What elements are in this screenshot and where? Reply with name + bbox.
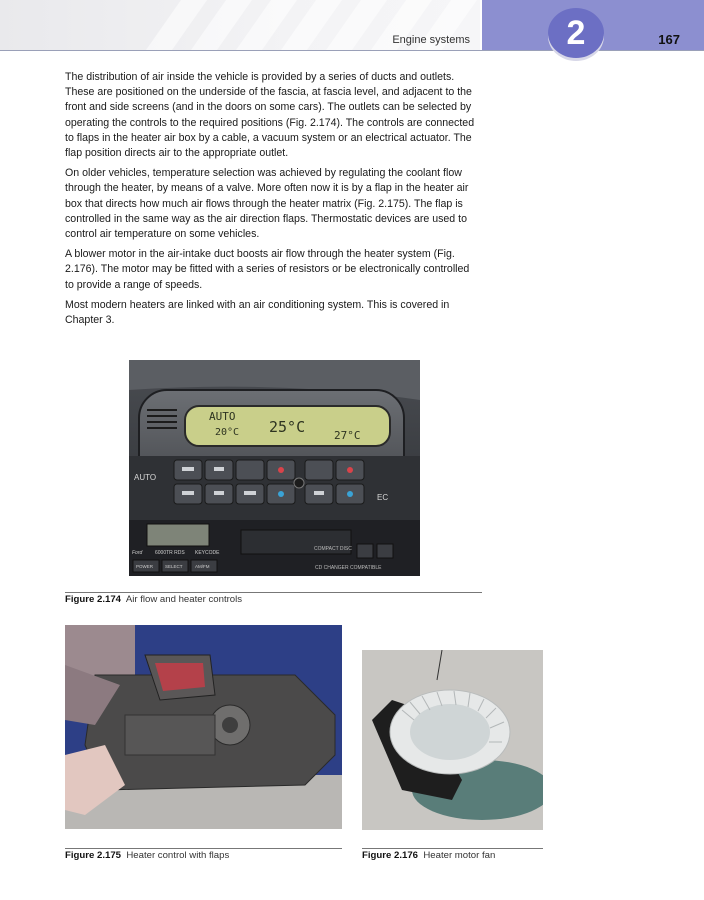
lcd-right-temp: 27°C [334, 429, 361, 442]
page-number: 167 [658, 32, 680, 47]
chapter-badge [548, 8, 604, 58]
lcd-auto-text: AUTO [209, 410, 236, 423]
paragraph: Most modern heaters are linked with an air conditioning system. This is covered in Chapter 3. [65, 298, 450, 327]
heater-control-panel-illustration [129, 360, 420, 576]
caption-rule-176 [362, 848, 543, 849]
blower-fan-illustration [362, 650, 543, 830]
body-text [65, 70, 480, 333]
radio-cd-changer-label: CD CHANGER COMPATIBLE [315, 565, 382, 571]
radio-compact-disc-label: COMPACT DISC [314, 546, 352, 552]
radio-select-label: SELECT [165, 564, 183, 569]
caption-rule-174 [65, 592, 482, 593]
radio-amfm-label: AM/FM [195, 564, 210, 569]
paragraph: A blower motor in the air-intake duct boosts air flow through the heater system (Fig. 2.176). The motor may be fitted with a series of resistors or be electronically controlled to provide a range of speeds. [65, 248, 470, 291]
radio-brand-label: Ford [132, 550, 143, 556]
caption-figure-2-175 [65, 850, 229, 861]
caption-figure-2-174 [65, 594, 242, 605]
section-title: Engine systems [392, 34, 470, 46]
figure-number: Figure 2.175 [65, 850, 121, 861]
figure-number: Figure 2.174 [65, 594, 121, 605]
figure-caption-text: Heater motor fan [423, 850, 496, 861]
figure-2-175-photo [65, 625, 342, 829]
radio-keycode-label: KEYCODE [195, 550, 220, 556]
figure-caption-text: Heater control with flaps [126, 850, 230, 861]
radio-model-label: 6000TR RDS [155, 550, 185, 556]
paragraph: The distribution of air inside the vehicle is provided by a series of ducts and outlets. These are positioned on the underside of the fascia, at fascia level, and adjacent to the front and side screens (and in the doors on some cars). The outlets can be selected by operating the controls to the required positions (Fig. 2.174). The controls are connected to flaps in the heater air box by a cable, a vacuum system or an electrical actuator. The flap position directs air to the appropriate outlet. [65, 71, 475, 160]
lcd-left-temp: 20°C [215, 427, 240, 438]
ec-button-label: EC [377, 493, 389, 502]
lcd-center-temp: 25°C [269, 418, 306, 436]
figure-caption-text: Air flow and heater controls [125, 594, 243, 605]
caption-rule-175 [65, 848, 342, 849]
auto-button-label: AUTO [134, 473, 157, 482]
figure-2-176-photo [362, 650, 543, 830]
caption-figure-2-176 [362, 850, 495, 861]
figure-2-174-photo [129, 360, 420, 576]
paragraph: On older vehicles, temperature selection was achieved by regulating the coolant flow through the heater, by means of a valve. More often now it is by a flap in the heater air box that directs how much air flows through the heater matrix (Fig. 2.175). The flap is controlled in the same way as the air direction flaps. Thermostatic devices are used to control air temperature on some vehicles. [65, 167, 469, 241]
figure-number: Figure 2.176 [362, 850, 418, 861]
heater-box-illustration [65, 625, 342, 829]
radio-power-label: POWER [136, 564, 154, 569]
chapter-number: 2 [566, 14, 586, 52]
